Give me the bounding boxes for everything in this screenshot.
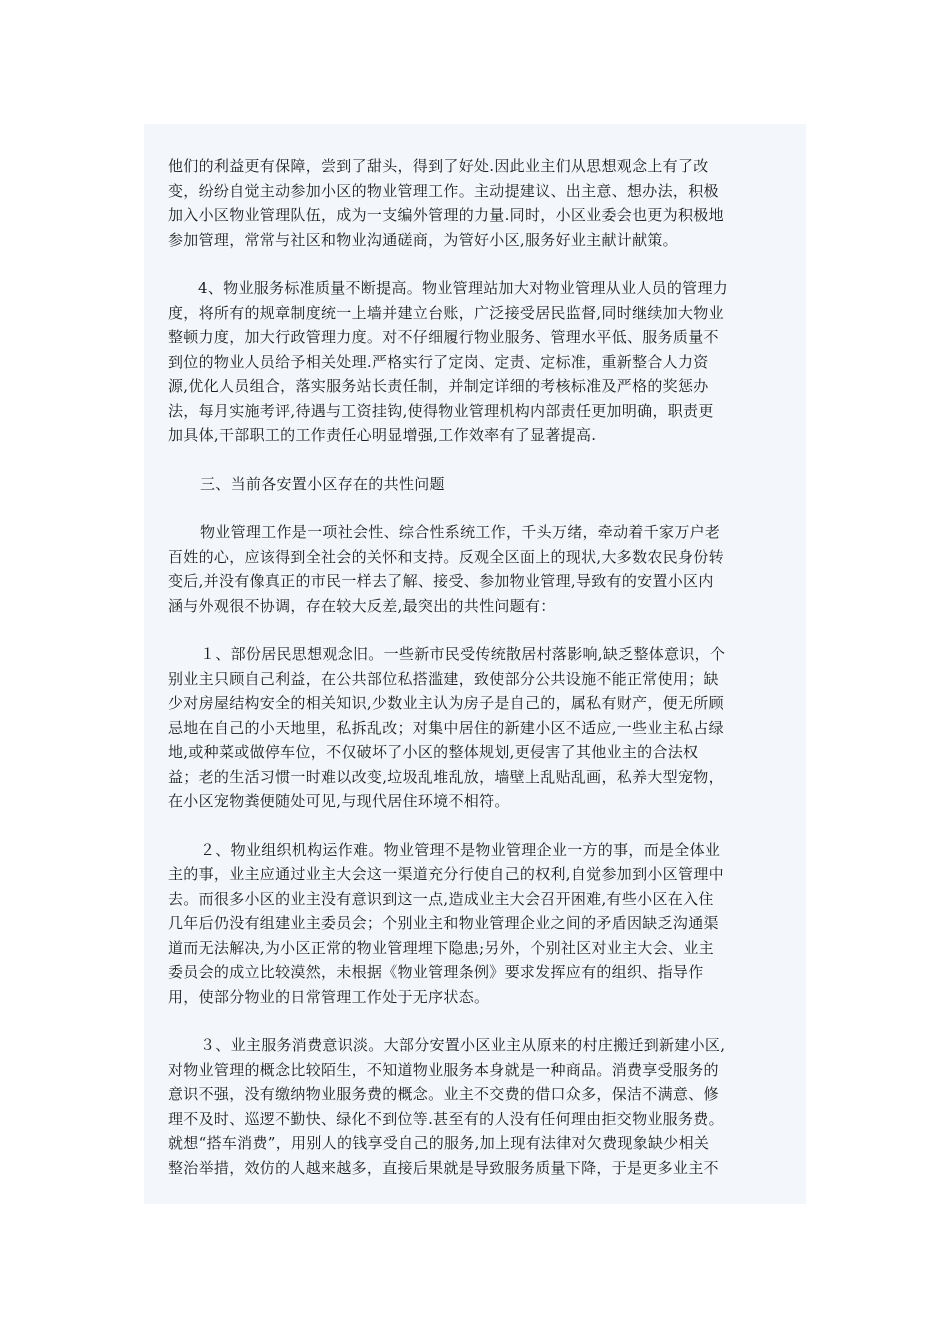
text-line: 加具体,干部职工的工作责任心明显增强,工作效率有了显著提高. <box>168 426 597 444</box>
paragraph-common-problems-intro <box>168 520 784 618</box>
text-line: 在小区宠物粪便随处可见,与现代居住环境不相符。 <box>168 792 510 810</box>
text-line: 百姓的心，应该得到全社会的关怀和支持。反观全区面上的现状,大多数农民身份转 <box>168 547 724 566</box>
document-body <box>168 154 784 1204</box>
text-line: 参加管理，常常与社区和物业沟通磋商，为管好小区,服务好业主献计献策。 <box>168 230 678 249</box>
text-line: ２、物业组织机构运作难。物业管理不是物业管理企业一方的事，而是全体业 <box>200 840 721 859</box>
text-line: 别业主只顾自己利益，在公共部位私搭滥建，致使部分公共设施不能正常使用；缺 <box>168 669 719 688</box>
text-line: 法，每月实施考评,待遇与工资挂钩,使得物业管理机构内部责任更加明确，职责更 <box>168 401 714 420</box>
text-line: 少对房屋结构安全的相关知识,少数业主认为房子是自己的，属私有财产，便无所顾 <box>168 694 724 712</box>
text-line: 地,或种菜或做停车位，不仅破坏了小区的整体规划,更侵害了其他业主的合法权 <box>168 743 699 761</box>
text-line: 他们的利益更有保障，尝到了甜头，得到了好处.因此业主们从思想观念上有了改 <box>168 157 709 175</box>
text-line: 物业管理工作是一项社会性、综合性系统工作，千头万绪，牵动着千家万户老 <box>200 523 721 541</box>
text-line: 几年后仍没有组建业主委员会；个别业主和物业管理企业之间的矛盾因缺乏沟通渠 <box>168 914 719 932</box>
text-line: 对物业管理的概念比较陌生，不知道物业服务本身就是一种商品。消费享受服务的 <box>168 1060 719 1079</box>
text-line: １、部份居民思想观念旧。一些新市民受传统散居村落影响,缺乏整体意识，个 <box>200 645 726 663</box>
text-line: 道而无法解决,为小区正常的物业管理埋下隐患;另外，个别社区对业主大会、业主 <box>168 938 714 957</box>
paragraph-service-quality <box>168 276 784 448</box>
text-line: 到位的物业人员给予相关处理.严格实行了定岗、定责、定标准，重新整合人力资 <box>168 352 709 371</box>
text-line: 委员会的成立比较漠然，未根据《物业管理条例》要求发挥应有的组织、指导作 <box>168 963 704 981</box>
paragraph-problem-1 <box>168 642 784 814</box>
paragraph-problem-3 <box>168 1033 784 1180</box>
text-line: 整顿力度，加大行政管理力度。对不仔细履行物业服务、管理水平低、服务质量不 <box>168 328 719 346</box>
text-line: 就想“搭车消费”，用别人的钱享受自己的服务,加上现有法律对欠费现象缺少相关 <box>168 1134 710 1152</box>
text-line: 整治举措，效仿的人越来越多，直接后果就是导致服务质量下降，于是更多业主不 <box>168 1158 719 1177</box>
text-line: 益；老的生活习惯一时难以改变,垃圾乱堆乱放，墙壁上乱贴乱画，私养大型宠物， <box>168 767 724 786</box>
text-line: 去。而很多小区的业主没有意识到这一点,造成业主大会召开困难,有些小区在入住 <box>168 889 714 908</box>
text-line: 理不及时、巡逻不勤快、绿化不到位等.甚至有的人没有任何理由拒交物业服务费。 <box>168 1109 724 1128</box>
paragraph-benefits <box>168 154 784 252</box>
text-line: ３、业主服务消费意识淡。大部分安置小区业主从原来的村庄搬迁到新建小区, <box>200 1036 726 1054</box>
text-line: 变后,并没有像真正的市民一样去了解、接受、参加物业管理,导致有的安置小区内 <box>168 572 714 590</box>
text-line: 涵与外观很不协调，存在较大反差,最突出的共性问题有： <box>168 596 556 615</box>
text-line: 度，将所有的规章制度统一上墙并建立台账，广泛接受居民监督,同时继续加大物业 <box>168 303 724 322</box>
document-page <box>144 124 806 1204</box>
paragraph-problem-2 <box>168 838 784 1010</box>
text-line: 主的事，业主应通过业主大会这一渠道充分行使自己的权利,自觉参加到小区管理中 <box>168 865 724 883</box>
text-line: 源,优化人员组合，落实服务站长责任制，并制定详细的考核标准及严格的奖惩办 <box>168 377 709 395</box>
text-line: 4、物业服务标准质量不断提高。物业管理站加大对物业管理从业人员的管理力 <box>198 279 729 297</box>
text-line: 忌地在自己的小天地里，私拆乱改；对集中居住的新建小区不适应,一些业主私占绿 <box>168 718 724 737</box>
section-heading-text: 三、当前各安置小区存在的共性问题 <box>200 474 445 493</box>
text-line: 变，纷纷自觉主动参加小区的物业管理工作。主动提建议、出主意、想办法，积极 <box>168 181 719 200</box>
text-line: 意识不强，没有缴纳物业服务费的概念。业主不交费的借口众多，保洁不满意、修 <box>168 1085 719 1103</box>
section-heading <box>168 472 784 497</box>
text-line: 加入小区物业管理队伍，成为一支编外管理的力量.同时，小区业委会也更为积极地 <box>168 206 724 224</box>
text-line: 用，使部分物业的日常管理工作处于无序状态。 <box>168 987 490 1006</box>
